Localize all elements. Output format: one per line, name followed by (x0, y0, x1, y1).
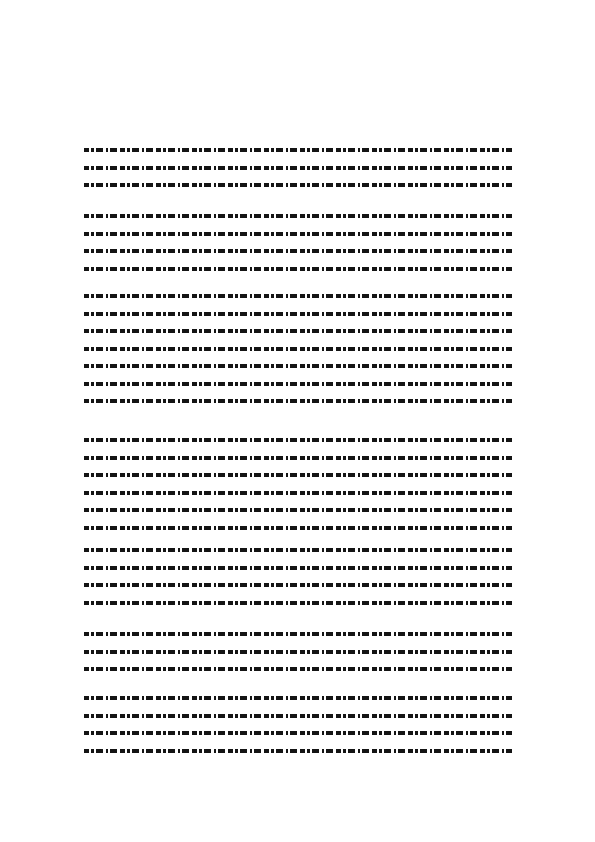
text-line (84, 415, 234, 424)
text-line (84, 665, 512, 674)
text-line (84, 616, 128, 625)
text-line (84, 729, 512, 738)
text-line (84, 164, 512, 173)
text-line (84, 630, 512, 639)
paragraph-6 (84, 630, 512, 700)
text-line (84, 599, 512, 608)
text-line (84, 362, 512, 371)
paragraph-4 (84, 436, 512, 559)
text-line (84, 506, 512, 515)
text-line (84, 581, 512, 590)
text-line (84, 380, 512, 389)
text-line (84, 546, 512, 555)
text-line (84, 292, 512, 301)
text-line (84, 310, 512, 319)
text-line (84, 282, 384, 291)
text-line (84, 648, 512, 657)
text-line (84, 747, 512, 756)
text-line (84, 436, 512, 445)
text-line (84, 683, 444, 692)
text-line (84, 454, 512, 463)
text-line (84, 712, 512, 721)
paragraph-5 (84, 546, 512, 634)
text-line (84, 265, 512, 274)
text-line (84, 230, 512, 239)
paragraph-7 (84, 694, 512, 764)
text-line (84, 345, 512, 354)
paragraph-3 (84, 292, 512, 432)
text-line (84, 146, 512, 155)
text-line (84, 489, 512, 498)
text-line (84, 694, 512, 703)
text-line (84, 564, 512, 573)
text-line (84, 212, 512, 221)
text-line (84, 199, 350, 208)
text-line (84, 247, 512, 256)
paragraph-1 (84, 146, 512, 216)
paragraph-2 (84, 212, 512, 300)
text-line (84, 327, 512, 336)
text-line (84, 181, 512, 190)
text-line (84, 471, 512, 480)
text-line (84, 397, 512, 406)
text-line (84, 524, 512, 533)
